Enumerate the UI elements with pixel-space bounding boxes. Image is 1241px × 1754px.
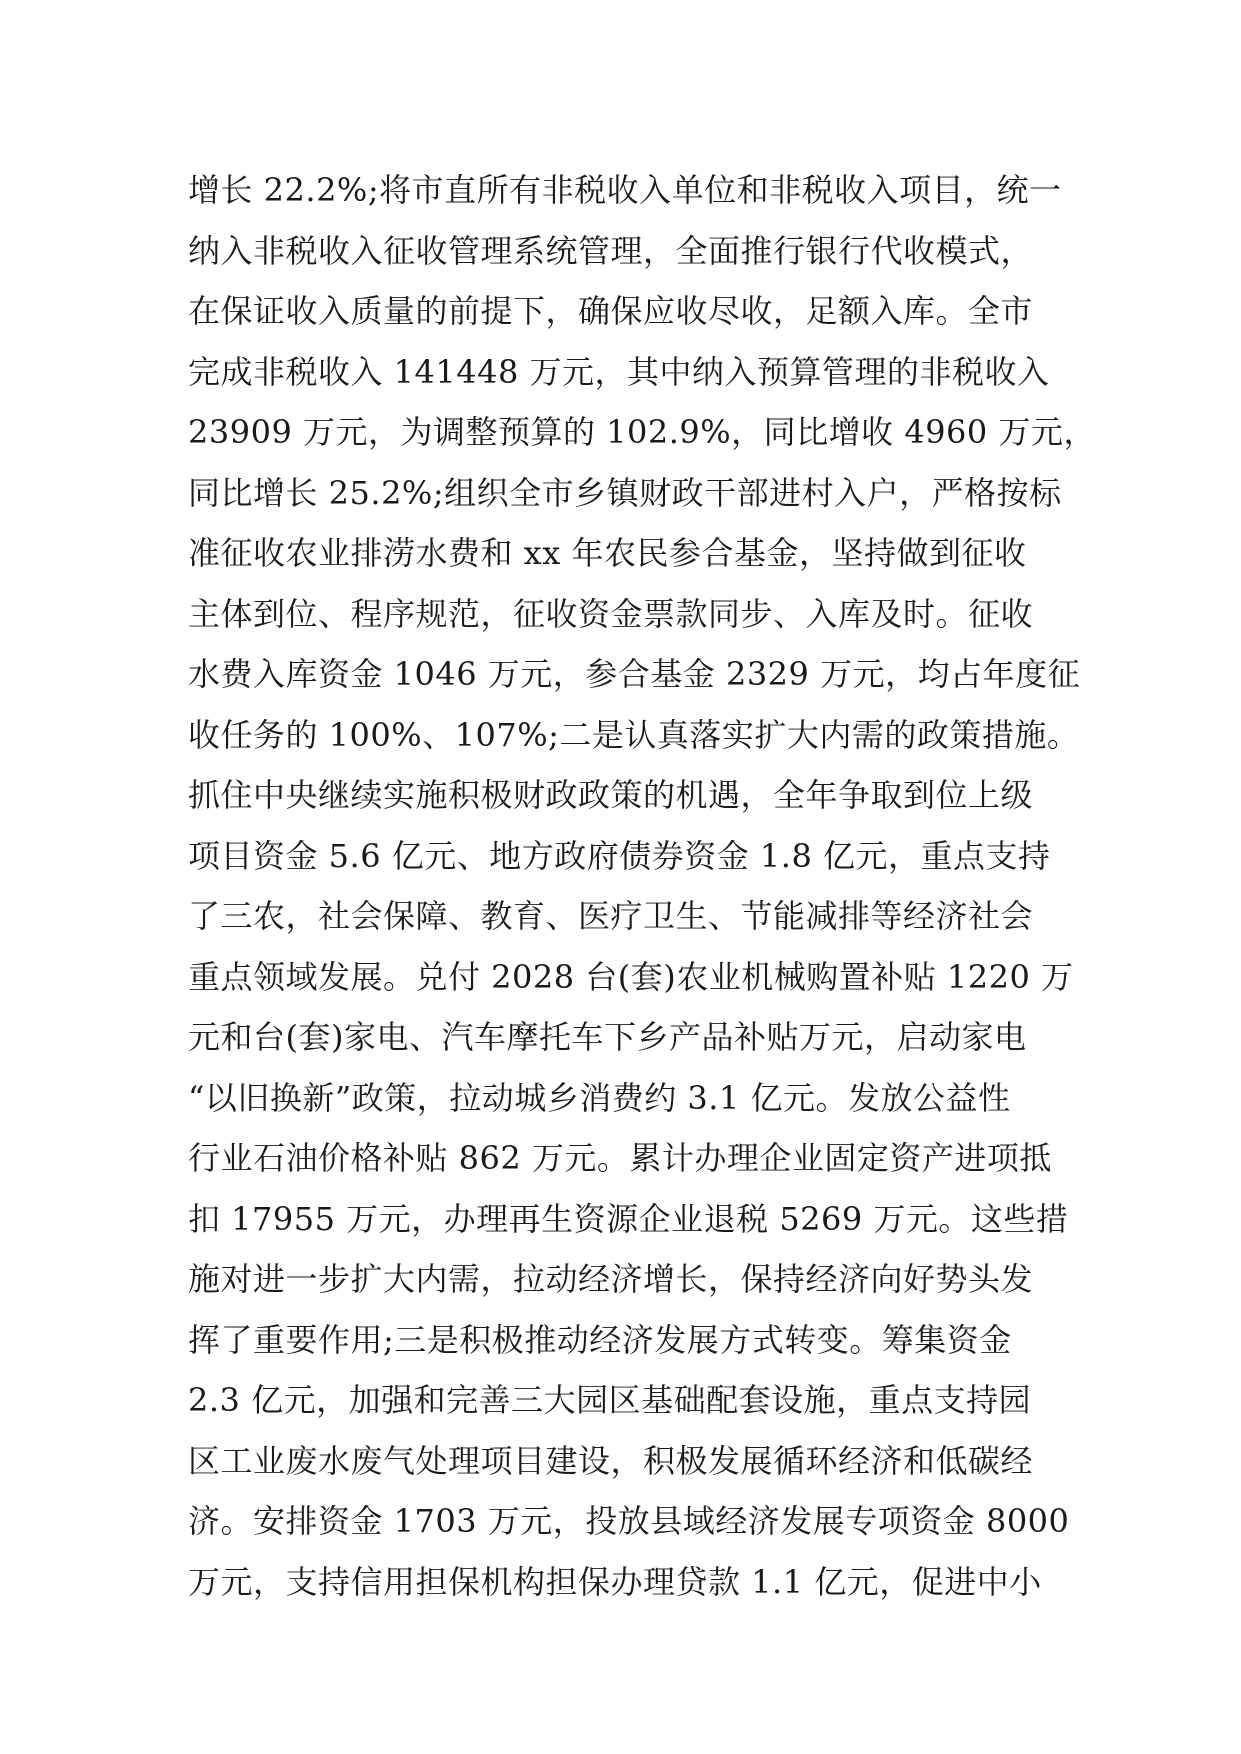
- text-line: 主体到位、程序规范，征收资金票款同步、入库及时。征收: [188, 594, 1034, 633]
- text-line: 23909 万元，为调整预算的 102.9%，同比增收 4960 万元，: [188, 413, 1096, 451]
- text-line: 同比增长 25.2%;组织全市乡镇财政干部进村入户，严格按标: [188, 473, 1062, 512]
- text-line: 收任务的 100%、107%;二是认真落实扩大内需的政策措施。: [188, 715, 1080, 754]
- text-line: 万元，支持信用担保机构担保办理贷款 1.1 亿元，促进中小: [188, 1562, 1042, 1601]
- text-line: 水费入库资金 1046 万元，参合基金 2329 万元，均占年度征: [188, 655, 1081, 693]
- text-line: “以旧换新”政策，拉动城乡消费约 3.1 亿元。发放公益性: [188, 1078, 1011, 1117]
- text-line: 抓住中央继续实施积极财政政策的机遇，全年争取到位上级: [188, 776, 1034, 814]
- text-line: 济。安排资金 1703 万元，投放县域经济发展专项资金 8000: [188, 1502, 1070, 1540]
- text-line: 区工业废水废气处理项目建设，积极发展循环经济和低碳经: [188, 1441, 1034, 1480]
- text-line: 重点领域发展。兑付 2028 台(套)农业机械购置补贴 1220 万: [188, 957, 1074, 996]
- body-text: [188, 160, 1096, 1612]
- text-line: 施对进一步扩大内需，拉动经济增长，保持经济向好势头发: [188, 1260, 1034, 1298]
- text-line: 项目资金 5.6 亿元、地方政府债券资金 1.8 亿元，重点支持: [188, 836, 1051, 875]
- text-line: 完成非税收入 141448 万元，其中纳入预算管理的非税收入: [188, 352, 1050, 391]
- text-line: 扣 17955 万元，办理再生资源企业退税 5269 万元。这些措: [188, 1199, 1069, 1238]
- text-line: 纳入非税收入征收管理系统管理，全面推行银行代收模式，: [188, 231, 1034, 270]
- text-line: 在保证收入质量的前提下，确保应收尽收，足额入库。全市: [188, 292, 1034, 330]
- text-line: 元和台(套)家电、汽车摩托车下乡产品补贴万元，启动家电: [188, 1018, 1027, 1056]
- text-line: 行业石油价格补贴 862 万元。累计办理企业固定资产进项抵: [188, 1139, 1052, 1177]
- text-line: 挥了重要作用;三是积极推动经济发展方式转变。筹集资金: [188, 1320, 1012, 1359]
- text-line: 增长 22.2%;将市直所有非税收入单位和非税收入项目，统一: [188, 171, 1062, 209]
- text-line: 了三农，社会保障、教育、医疗卫生、节能减排等经济社会: [188, 897, 1034, 935]
- text-line: 2.3 亿元，加强和完善三大园区基础配套设施，重点支持园: [188, 1381, 1032, 1419]
- text-line: 准征收农业排涝水费和 xx 年农民参合基金，坚持做到征收: [188, 534, 1027, 572]
